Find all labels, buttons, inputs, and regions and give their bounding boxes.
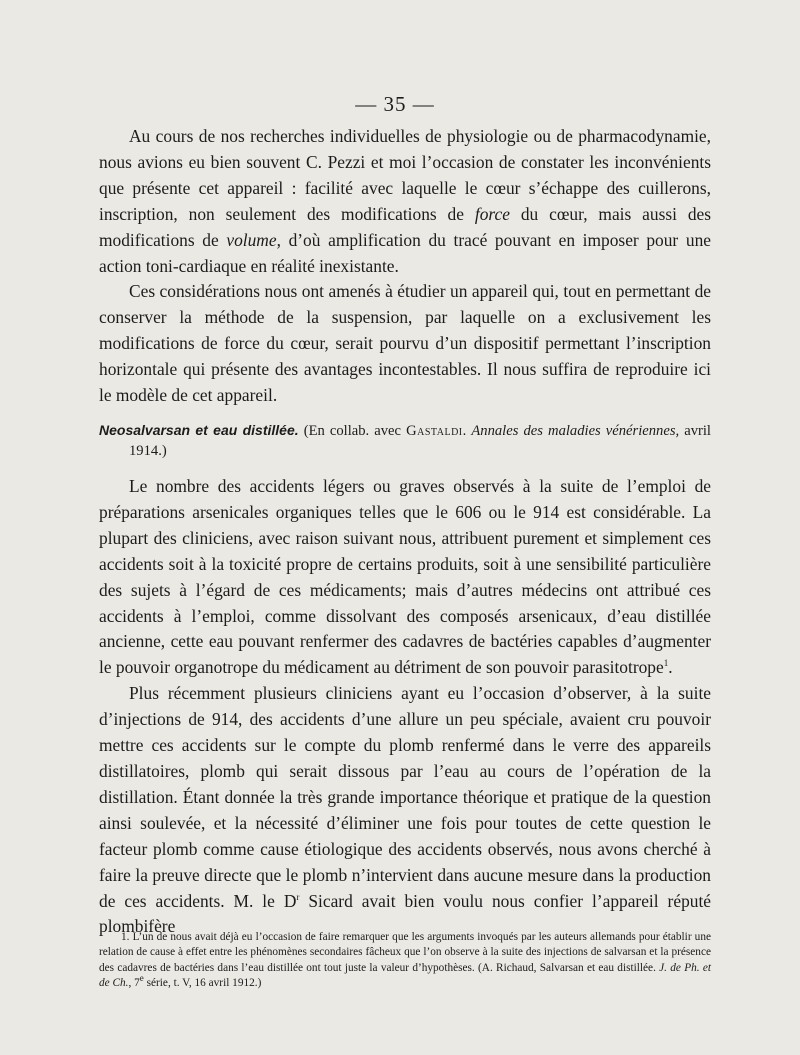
text-run: , 7 [128,977,140,990]
text-run: Sicard avait bien voulu nous confier l’appareil réputé plombifère [99,890,712,937]
section-apparatus [99,124,711,409]
bibliographic-entry-header [99,420,711,461]
paragraph: Ces considérations nous ont amenés à étudier un appareil qui, tout en permettant de conserver la méthode de la suspension, par laquelle on a exclusivement les modifications de force du cœur, serait pourvu d’un dispositif permettant l’inscription horizontale qui présente des avantages incontestables. Il nous suffira de reproduire ici le modèle de cet appareil. [99,281,711,406]
text-run: Plus récemment plusieurs cliniciens ayant eu l’occasion d’observer, à la suite d’injections de 914, des accidents d’une allure un peu spéciale, avaient cru pouvoir mettre ces accidents sur le compte du plomb renfermé dans le verre des appareils distillatoires, plomb qui serait dissous par l’eau au cours de l’opération de la distillation. Étant donnée la très grande importance théorique et pratique de la question ainsi soulevée, et la nécessité d’éliminer une fois pour toutes de cette question le facteur plomb comme cause étiologique des accidents observés, nous avons cherché à faire la preuve directe que le plomb n’intervient dans aucune mesure dans la production de ces accidents. M. le D [99,683,711,911]
text-run: (En collab. avec [298,423,407,439]
text-run: 1. L’un de nous avait déjà eu l’occasion de faire remarquer que les arguments invoqués par les auteurs allemands pour établir une relation de cause à effet entre les phénomènes secondaires fâcheux que l’on observe à la suite des injections de salvarsan et la présence des cadavres de bactéries dans l’eau distillée ont tout juste la valeur d’hypothèses. (A. Richaud, Salvarsan et eau distillée. [99,931,711,974]
page-number: — 35 — [355,92,435,116]
text-run: , d’où amplification du tracé pouvant en imposer pour une action toni-cardiaque en réalité inexistante. [99,229,711,276]
text-run: Au cours de nos recherches individuelles de physiologie ou de pharmacodynamie, nous avions eu bien souvent C. Pezzi et moi l’occasion de constater les inconvénients que présente cet appareil : facilité avec laquelle le cœur s’échappe des cuillerons, inscription, non seulement des modifications de [99,126,711,224]
superscript: e [139,973,144,984]
journal-name: J. de Ph. et de Ch. [99,961,711,990]
text-run: série, t. V, 16 avril 1912.) [143,977,262,990]
text-run: . [462,423,472,439]
section-neosalvarsan [99,474,711,940]
italic-term: force [474,203,510,224]
footnote [99,930,711,992]
paragraph [99,124,711,279]
journal-name: Annales des maladies vénériennes, [471,423,680,439]
paragraph [99,474,711,681]
paragraph [99,681,711,940]
text-run: . [668,657,673,678]
italic-term: volume [226,229,277,250]
footnote-block [99,930,711,992]
superscript: r [296,891,300,902]
entry-header [99,420,711,461]
text-run: Le nombre des accidents légers ou graves observés à la suite de l’emploi de préparations arsenicales organiques telles que le 606 ou le 914 est considérable. La plupart des cliniciens, avec raison suivant nous, attribuent purement et simplement ces accidents soit à la toxicité propre de certains produits, soit à une sensibilité particulière des sujets à l’égard de ces médicaments; mais d’autres médecins ont attribué ces accidents à l’emploi, comme dissolvant des composés arsenicaux, d’eau distillée ancienne, cette eau pouvant renfermer des cadavres de bactéries capables d’augmenter le pouvoir organotrope du médicament au détriment de son pouvoir parasitotrope [99,476,711,678]
footnote-marker: 1 [663,658,669,669]
collaborator-name: Gastaldi [406,423,463,439]
text-run: du cœur, mais aussi des modifications de [99,203,712,250]
entry-title: Neosalvarsan et eau distillée. [99,422,299,438]
entry-date: avril 1914.) [129,423,711,459]
